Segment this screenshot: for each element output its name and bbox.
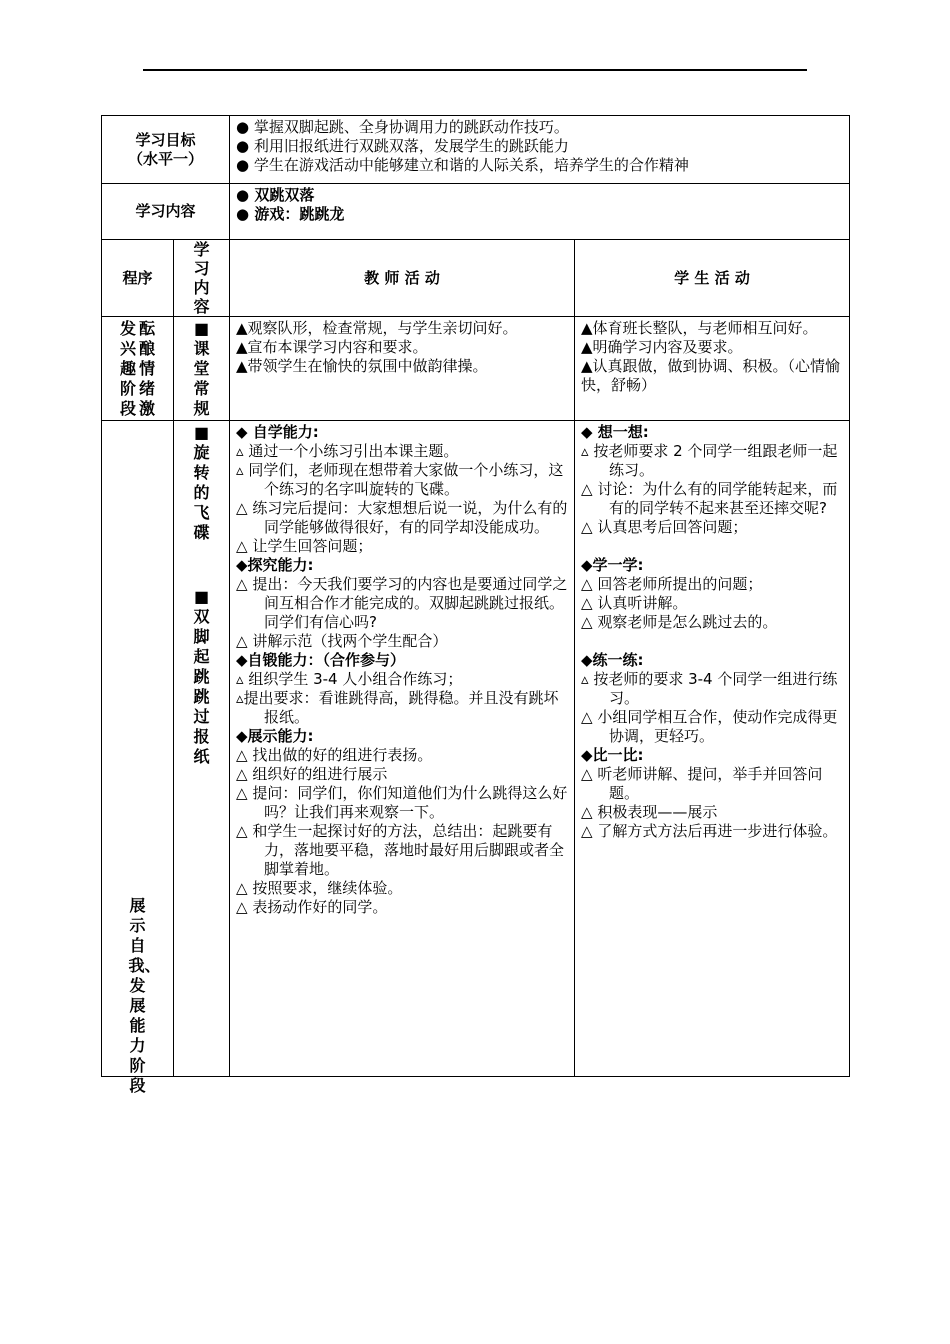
stage1-teacher — [230, 317, 575, 421]
header-rule — [143, 69, 807, 71]
section-heading: ◆练一练: — [581, 651, 644, 669]
activity-item: ▵提出要求：看谁跳得高，跳得稳。并且没有跳坏报纸。 — [236, 689, 559, 726]
header-procedure: 程序 — [102, 240, 174, 317]
section-heading: ◆学一学: — [581, 556, 644, 574]
activity-item: △ 认真思考后回答问题； — [581, 518, 748, 536]
activity-item: △ 提问：同学们，你们知道他们为什么跳得这么好吗？让我们再来观察一下。 — [236, 784, 568, 821]
content-label: 学习内容 — [102, 184, 230, 240]
section-heading: ◆比一比: — [581, 746, 644, 764]
activity-item: △ 表扬动作好的同学。 — [236, 898, 388, 916]
activity-item: △ 找出做的好的组进行表扬。 — [236, 746, 433, 764]
activity-item: △ 组织好的组进行展示 — [236, 765, 388, 783]
content-row — [102, 184, 850, 240]
header-student: 学 生 活 动 — [575, 240, 850, 317]
section-heading: ◆ 自学能力: — [236, 423, 319, 441]
activity-item: △ 小组同学相互合作，使动作完成得更协调，更轻巧。 — [581, 708, 838, 745]
header-teacher: 教 师 活 动 — [230, 240, 575, 317]
activity-item: △ 讲解示范（找两个学生配合） — [236, 632, 448, 650]
text-line: ▲宣布本课学习内容和要求。 — [236, 338, 428, 356]
lesson-plan-table — [101, 115, 850, 1095]
text-line: ● 双跳双落 — [236, 186, 315, 204]
activity-item: ▵ 同学们，老师现在想带着大家做一个小练习，这个练习的名字叫旋转的飞碟。 — [236, 461, 564, 498]
activity-item: △ 听老师讲解、提问，举手并回答问题。 — [581, 765, 823, 802]
stage1-content: ■ 课堂常规 — [174, 317, 230, 421]
goal-row — [102, 116, 850, 184]
spacer — [581, 632, 843, 651]
text-line: ▲明确学习内容及要求。 — [581, 338, 743, 356]
activity-item: ▵ 组织学生 3-4 人小组合作练习； — [236, 670, 463, 688]
text-line: ● 学生在游戏活动中能够建立和谐的人际关系，培养学生的合作精神 — [236, 156, 689, 174]
activity-item: △ 按照要求，继续体验。 — [236, 879, 403, 897]
section-heading: ◆ 想一想: — [581, 423, 649, 441]
activity-item: △ 和学生一起探讨好的方法，总结出：起跳要有力，落地要平稳，落地时最好用后脚跟或者全脚掌着地。 — [236, 822, 565, 878]
activity-item: △ 积极表现——展示 — [581, 803, 718, 821]
content-jump-paper: ■ 双脚起跳跳过报纸 — [193, 587, 210, 766]
header-study-content: 学习内容 — [174, 240, 230, 317]
stage2-name: 展示自我、发展能力阶段 — [102, 421, 174, 1077]
text-line: ▲带领学生在愉快的氛围中做韵律操。 — [236, 357, 488, 375]
stage2-row — [102, 421, 850, 1077]
goal-label: 学习目标 （水平一） — [102, 116, 230, 184]
content-items — [230, 184, 850, 240]
activity-item: △ 认真听讲解。 — [581, 594, 688, 612]
section-heading: ◆展示能力: — [236, 727, 314, 745]
activity-item: △ 观察老师是怎么跳过去的。 — [581, 613, 778, 631]
activity-item: ▵ 通过一个小练习引出本课主题。 — [236, 442, 459, 460]
stage1-name-col-a: 发兴趣阶段 — [119, 318, 136, 418]
spacer — [581, 537, 843, 556]
stage2-content — [174, 421, 230, 1077]
stage2-student — [575, 421, 850, 1077]
content-flying-saucer: ■ 旋转的飞碟 — [193, 423, 210, 542]
activity-item: △ 让学生回答问题； — [236, 537, 373, 555]
text-line: ● 游戏：跳跳龙 — [236, 205, 345, 223]
activity-item: ▵ 按老师要求 2 个同学一组跟老师一起练习。 — [581, 442, 838, 479]
activity-item: ▵ 按老师的要求 3-4 个同学一组进行练习。 — [581, 670, 838, 707]
text-line: ▲观察队形，检查常规，与学生亲切问好。 — [236, 319, 518, 337]
stage2-teacher — [230, 421, 575, 1077]
activity-item: △ 了解方式方法后再进一步进行体验。 — [581, 822, 838, 840]
column-header-row — [102, 240, 850, 317]
activity-item: △ 提出：今天我们要学习的内容也是要通过同学之间互相合作才能完成的。双脚起跳跳过报纸。同学们有信心吗? — [236, 575, 568, 631]
activity-item: △ 回答老师所提出的问题； — [581, 575, 763, 593]
activity-item: △ 练习完后提问：大家想想后说一说，为什么有的同学能够做得很好，有的同学却没能成功。 — [236, 499, 568, 536]
stage1-row — [102, 317, 850, 421]
stage1-name-col-b: 酝酿情绪激 — [138, 318, 155, 418]
text-line: ▲认真跟做，做到协调、积极。（心情愉快，舒畅） — [581, 357, 841, 394]
text-line: ▲体育班长整队，与老师相互问好。 — [581, 319, 818, 337]
goal-items — [230, 116, 850, 184]
section-heading: ◆探究能力: — [236, 556, 314, 574]
text-line: ● 利用旧报纸进行双跳双落，发展学生的跳跃能力 — [236, 137, 569, 155]
text-line: ● 掌握双脚起跳、全身协调用力的跳跃动作技巧。 — [236, 118, 569, 136]
stage1-student — [575, 317, 850, 421]
activity-item: △ 讨论：为什么有的同学能转起来，而有的同学转不起来甚至还摔交呢? — [581, 480, 838, 517]
stage1-name — [102, 317, 174, 421]
section-heading: ◆自锻能力：（合作参与） — [236, 651, 406, 669]
